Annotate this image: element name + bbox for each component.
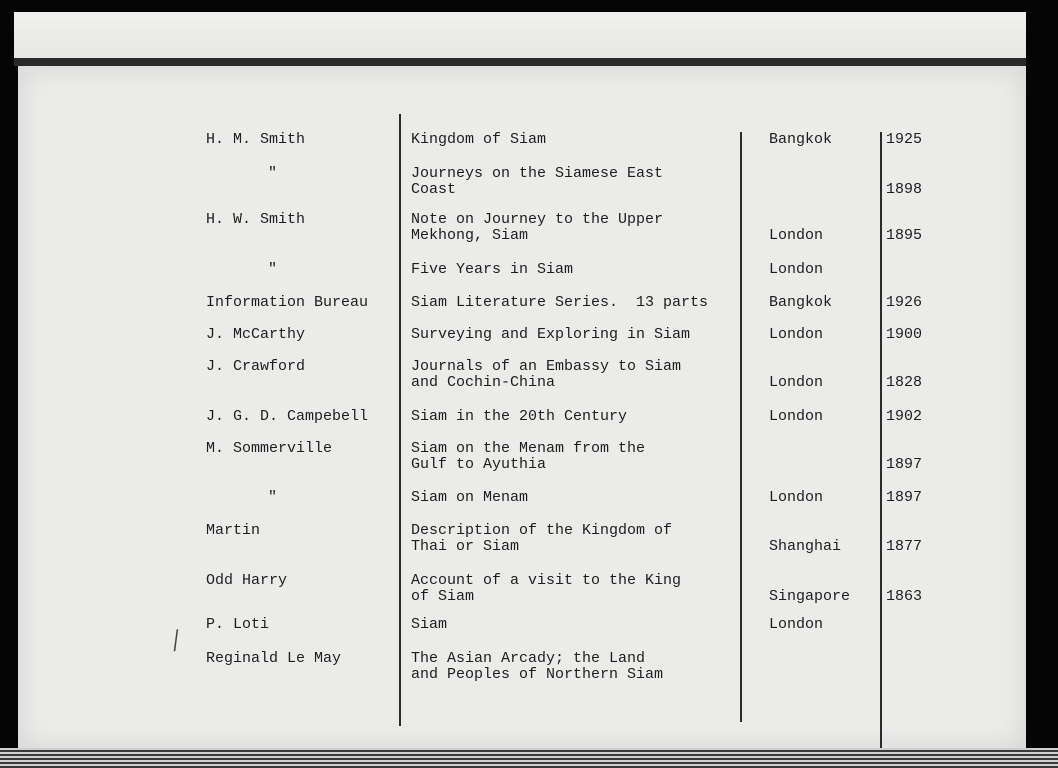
entry-year: 1898 — [886, 181, 923, 198]
entry-title: The Asian Arcady; the Land and Peoples of Northern Siam — [411, 650, 664, 683]
entry-place: London — [769, 408, 824, 425]
entry-title: Siam on the Menam from the Gulf to Ayuthia — [411, 440, 646, 473]
entry-author: J. McCarthy — [206, 326, 306, 343]
entry-title: Kingdom of Siam — [411, 131, 547, 148]
entry-year: 1828 — [886, 374, 923, 391]
bottom-page-edge — [0, 748, 1058, 768]
entry-year: 1895 — [886, 227, 923, 244]
bibliography-page — [18, 66, 1026, 750]
entry-author: P. Loti — [206, 616, 270, 633]
entry-place: London — [769, 227, 824, 244]
entry-year: 1897 — [886, 456, 923, 473]
entry-author: J. Crawford — [206, 358, 306, 375]
column-divider-title — [740, 132, 742, 722]
entry-title: Siam on Menam — [411, 489, 529, 506]
top-paper-strip — [14, 12, 1026, 60]
entry-author: Information Bureau — [206, 294, 369, 311]
entry-place: London — [769, 616, 824, 633]
entry-year: 1925 — [886, 131, 923, 148]
entry-title: Five Years in Siam — [411, 261, 574, 278]
margin-pencil-mark: ⁄ — [162, 623, 192, 663]
entry-author: Odd Harry — [206, 572, 288, 589]
entry-year: 1902 — [886, 408, 923, 425]
entry-author: Martin — [206, 522, 261, 539]
entry-title: Surveying and Exploring in Siam — [411, 326, 691, 343]
entry-year: 1877 — [886, 538, 923, 555]
entry-title: Description of the Kingdom of Thai or Siam — [411, 522, 673, 555]
entry-author: " — [268, 489, 278, 506]
entry-year: 1897 — [886, 489, 923, 506]
entry-title: Note on Journey to the Upper Mekhong, Siam — [411, 211, 664, 244]
entry-place: London — [769, 489, 824, 506]
entry-author: M. Sommerville — [206, 440, 333, 457]
entry-year: 1863 — [886, 588, 923, 605]
entry-year: 1900 — [886, 326, 923, 343]
entry-place: Bangkok — [769, 131, 833, 148]
entry-title: Account of a visit to the King of Siam — [411, 572, 682, 605]
entry-title: Siam Literature Series. 13 parts — [411, 294, 709, 311]
entry-place: Bangkok — [769, 294, 833, 311]
entry-place: London — [769, 374, 824, 391]
entry-place: London — [769, 261, 824, 278]
entry-year: 1926 — [886, 294, 923, 311]
entry-author: Reginald Le May — [206, 650, 342, 667]
entry-title: Journals of an Embassy to Siam and Cochin-China — [411, 358, 682, 391]
entry-place: Shanghai — [769, 538, 842, 555]
entry-title: Journeys on the Siamese East Coast — [411, 165, 664, 198]
entry-author: H. W. Smith — [206, 211, 306, 228]
page-fold-shadow — [14, 58, 1026, 66]
column-divider-author — [399, 114, 401, 726]
entry-place: London — [769, 326, 824, 343]
entry-place: Singapore — [769, 588, 851, 605]
entry-author: " — [268, 261, 278, 278]
column-divider-place — [880, 132, 882, 750]
entry-author: H. M. Smith — [206, 131, 306, 148]
entry-title: Siam — [411, 616, 448, 633]
entry-author: J. G. D. Campebell — [206, 408, 369, 425]
entry-title: Siam in the 20th Century — [411, 408, 628, 425]
entry-author: " — [268, 165, 278, 182]
